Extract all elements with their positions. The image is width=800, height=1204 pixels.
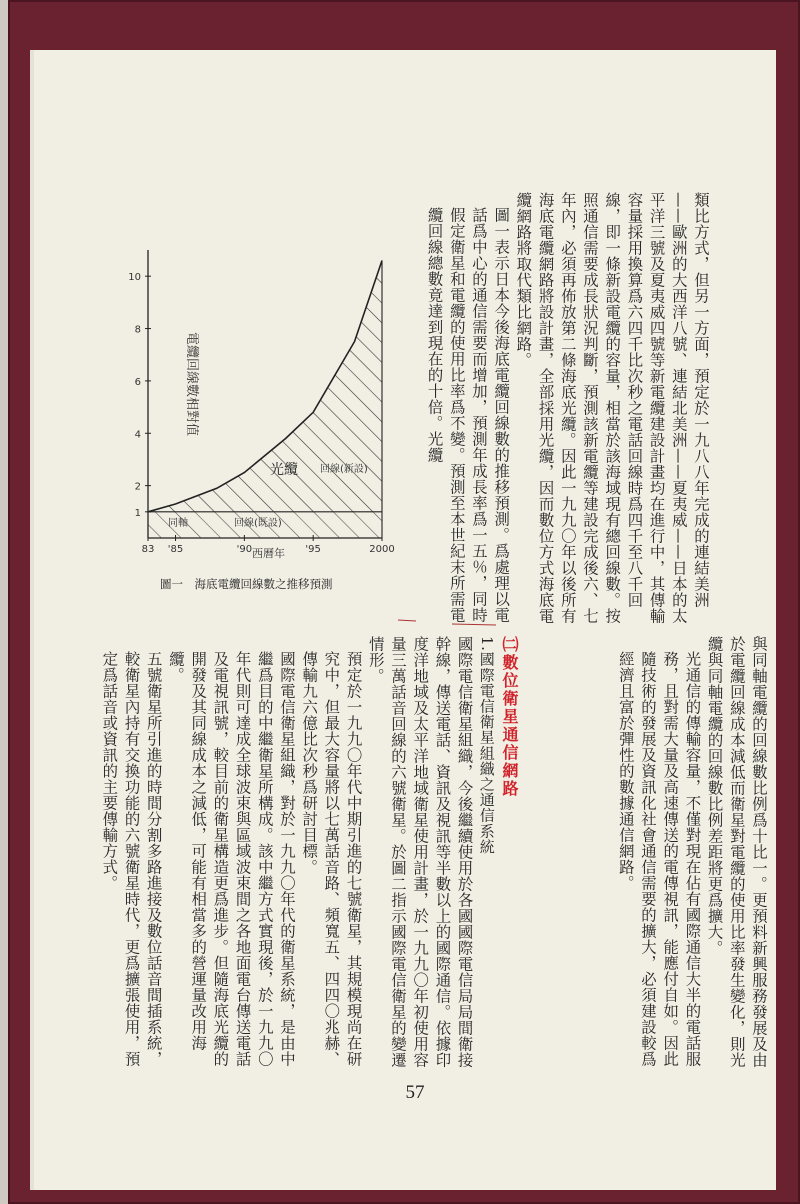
x-tick-label: '85 <box>167 544 184 555</box>
section-subheading: 1.國際電信衛星組織之通信系統 <box>477 636 496 855</box>
middle-right-text <box>520 636 770 1082</box>
optical-fiber-label: 光纜 <box>270 462 298 478</box>
paragraph: 類比方式，但另一方面，預定於一九八八年完成的連結美洲——歐洲的大西洋八號、連結北美洲——夏夷威——日本的太平洋三號及夏夷威四號等新電纜建設計畫均在進行中，其傳輸容量採用換算爲六四千比次秒之電話回線時爲四千至八千回線，即一條新設電纜的容量，相當於該海域現有總回線數。按照通信需要成長狀況判斷，預測該新電纜等建設完成後六、七年內，必須再佈放第二條海底光纜。因此一九九〇年以後所有海底電纜網路將設計畫，全部採用光纜，因而數位方式海底電纜網路將取代類比網路。 <box>514 192 710 624</box>
page-number: 57 <box>405 1082 425 1103</box>
x-tick-label: 83 <box>141 544 155 555</box>
line-chart <box>120 200 410 620</box>
y-tick-label: 6 <box>134 376 141 388</box>
paragraph: 預定於一九九〇年代中期引進的七號衛星，其規模現尚在研究中，但最大容量將以七萬話音路、頻寬五、四四〇兆赫、傳輸九六億比次秒爲研討目標。 <box>300 651 363 1068</box>
paragraph: 與同軸電纜的回線數比例爲十比一。更預料新興服務發展及由於電纜回線成本減低而衛星對電纜的使用比率發生變化，則光纜與同軸電纜的回線數比例差距將更爲擴大。 <box>705 636 768 1068</box>
y-axis-label: 電纜回線數相對值 <box>184 332 199 437</box>
bottom-text-block <box>100 636 520 1082</box>
paragraph: 五號衛星所引進的時間分割多路進接及數位話音間插系統，較衛星內持有交換功能的六號衛星時代，更爲擴張使用，預定爲話音或資訊的主要傳輸方式。 <box>100 651 163 1068</box>
y-tick-label: 10 <box>128 272 141 284</box>
x-tick-label: '90 <box>236 544 253 555</box>
paragraph: 國際電信衛星組織，對於一九九〇年代的衛星系統，是由中繼爲目的中繼衛星所構成。該中繼方式實現後，於一九九〇年代則可達成全球波束與區域波束間之各地面電台傳送電話及電視訊號，較目前的衛星構造更爲進步。但隨海底光纜的開發及其同線成本之減低，可能有相當多的營運量改用海纜。 <box>166 651 296 1068</box>
figure-1 <box>120 200 410 620</box>
y-tick-label: 2 <box>134 481 141 493</box>
y-tick-label: 4 <box>134 429 141 441</box>
x-axis-label: 西曆年 <box>252 547 285 560</box>
y-tick-label: 8 <box>134 324 141 336</box>
optical-fiber-note: 回線(新設) <box>320 464 368 475</box>
figure-caption: 圖一 海底電纜回線數之推移預測 <box>160 577 333 591</box>
paragraph: 光通信的傳輸容量，不僅對現在佔有國際通信大半的電話服務，且對需大量及高速傳送的電傳視訊，能應付自如。因此隨技術的發展及資訊化社會通信需要的擴大，必須建設較爲經濟且富於彈性的數據通信網路。 <box>616 651 702 1068</box>
section-heading: ㈡數位衛星通信網路 <box>500 636 519 798</box>
x-tick-label: '95 <box>305 544 321 555</box>
paragraph: 國際電信衛星組織，今後繼續使用於各國國際電信局局間衛接幹線，傳送電話、資訊及視訊等半數以上的國際通信。依據印度洋地域及太平洋地域衛星使用計畫，於一九九〇年初使用容量三萬話音回線的六號衛星。於圖二指示國際電信衛星的變遷情形。 <box>366 636 474 1068</box>
x-tick-label: 2000 <box>369 544 395 555</box>
coax-label: 回線(既設) <box>234 518 282 529</box>
paragraph: 圖一表示日本今後海底電纜回線數的推移預測。爲處理以電話爲中心的通信需要而增加，預測年成長率爲一五％，同時假定衛星和電纜的使用比率爲不變。預測至本世紀末所需電纜回線總數竟達到現在的十倍。光纜 <box>425 207 511 624</box>
y-tick-label: 1 <box>134 507 141 519</box>
ink-marks <box>392 610 502 650</box>
top-text-block <box>420 192 712 630</box>
coax-prefix-label: 同軸 <box>168 518 188 529</box>
